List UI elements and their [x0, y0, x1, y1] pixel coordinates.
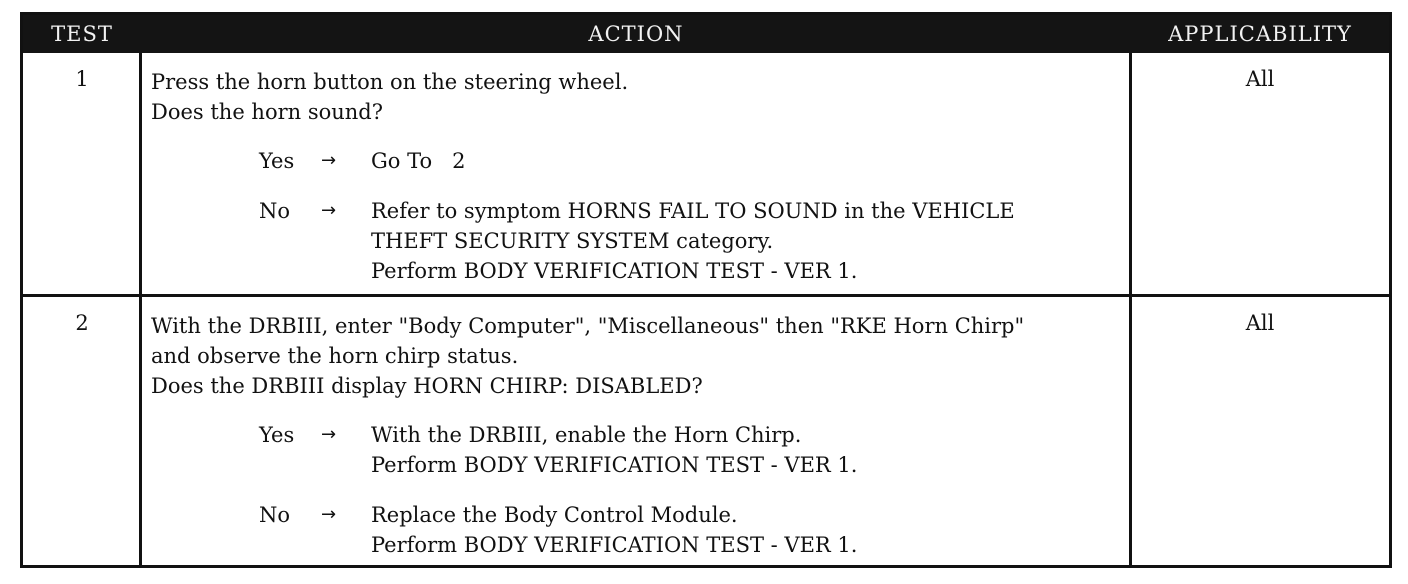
action-cell — [151, 311, 1121, 560]
yes-label: Yes — [259, 423, 295, 447]
header-action: ACTION — [588, 22, 684, 46]
diagnostic-test-table — [20, 12, 1392, 568]
table-row — [23, 297, 1389, 565]
no-branch — [151, 500, 1121, 560]
arrow-right-icon: → — [321, 150, 337, 171]
table-header-row — [23, 15, 1389, 53]
question-line: Does the DRBIII display HORN CHIRP: DISABLED? — [151, 374, 703, 398]
applicability-value: All — [1245, 311, 1275, 335]
yes-line: Go To 2 — [371, 149, 466, 173]
yes-line: With the DRBIII, enable the Horn Chirp. — [371, 423, 802, 447]
test-number: 2 — [75, 311, 89, 335]
header-test: TEST — [51, 22, 113, 46]
question-line: Press the horn button on the steering wheel. — [151, 70, 629, 94]
yes-branch — [151, 420, 1121, 480]
arrow-right-icon: → — [321, 424, 337, 445]
no-line: Perform BODY VERIFICATION TEST - VER 1. — [371, 259, 858, 283]
applicability-value: All — [1245, 67, 1275, 91]
question-line: Does the horn sound? — [151, 100, 384, 124]
yes-line: Perform BODY VERIFICATION TEST - VER 1. — [371, 453, 858, 477]
arrow-right-icon: → — [321, 200, 337, 221]
yes-label: Yes — [259, 149, 295, 173]
action-cell — [151, 67, 1121, 286]
test-number: 1 — [75, 67, 89, 91]
yes-branch — [151, 146, 1121, 176]
no-label: No — [259, 503, 291, 527]
no-branch — [151, 196, 1121, 286]
no-line: Perform BODY VERIFICATION TEST - VER 1. — [371, 533, 858, 557]
table-row — [23, 53, 1389, 294]
no-line: THEFT SECURITY SYSTEM category. — [371, 229, 774, 253]
question-line: and observe the horn chirp status. — [151, 344, 519, 368]
header-applicability: APPLICABILITY — [1168, 22, 1352, 46]
no-line: Refer to symptom HORNS FAIL TO SOUND in the VEHICLE — [371, 199, 1015, 223]
question-line: With the DRBIII, enter "Body Computer", "Miscellaneous" then "RKE Horn Chirp" — [151, 314, 1025, 338]
no-line: Replace the Body Control Module. — [371, 503, 738, 527]
no-label: No — [259, 199, 291, 223]
arrow-right-icon: → — [321, 504, 337, 525]
